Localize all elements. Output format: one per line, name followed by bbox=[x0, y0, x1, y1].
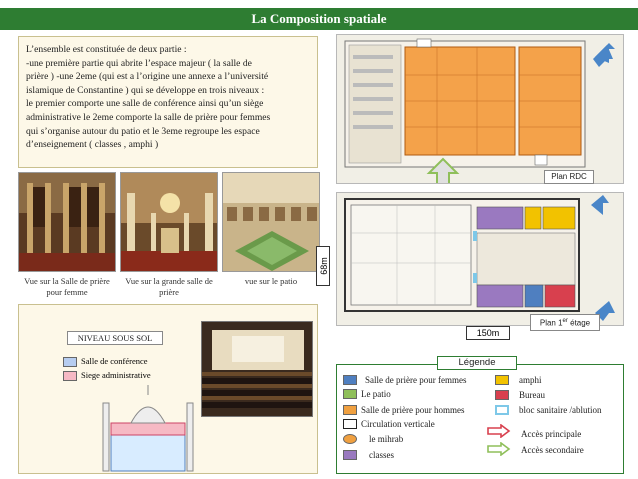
legend-label: amphi bbox=[519, 375, 542, 385]
sous-sol-title: NIVEAU SOUS SOL bbox=[67, 331, 163, 345]
legend-swatch-classes bbox=[343, 450, 357, 460]
photo-caption: Vue sur la Salle de prière pour femme bbox=[24, 276, 110, 297]
plan-rdc bbox=[336, 34, 624, 184]
legend-label: Salle de prière pour femmes bbox=[365, 375, 467, 385]
arrow-secondaire-icon bbox=[487, 442, 511, 456]
legend-label: le mihrab bbox=[369, 434, 404, 444]
photo-patio bbox=[222, 172, 320, 272]
legend-panel bbox=[336, 357, 624, 474]
sous-sol-legend-swatch bbox=[63, 357, 77, 367]
legend-swatch-circulation bbox=[343, 419, 357, 429]
photo-caption: vue sur le patio bbox=[244, 276, 298, 286]
arrow-principale-icon bbox=[487, 424, 511, 438]
plan-etage-label: Plan 1er étage bbox=[530, 314, 600, 331]
legend-label: Salle de prière pour hommes bbox=[361, 405, 465, 415]
intro-line: L’ensemble est constituée de deux partie : bbox=[26, 44, 187, 55]
building-elevation-drawing bbox=[101, 383, 195, 473]
sous-sol-legend-label: Siege administrative bbox=[81, 370, 151, 380]
photo-salle-conference bbox=[201, 321, 313, 417]
legend-swatch-mihrab bbox=[343, 434, 357, 444]
page-title: La Composition spatiale bbox=[0, 8, 638, 30]
photo-caption: Vue sur la grande salle de prière bbox=[125, 276, 213, 297]
intro-line: -une première partie qui abrite l’espace majeur ( la salle de bbox=[26, 57, 252, 69]
sous-sol-legend-swatch bbox=[63, 371, 77, 381]
legend-label: Circulation verticale bbox=[361, 419, 435, 429]
intro-line: qui s’organise autour du patio et le 3eme regroupe les espace bbox=[26, 125, 260, 137]
legend-swatch-bureau bbox=[495, 390, 509, 400]
intro-text-panel bbox=[18, 36, 318, 168]
intro-line: administrative le 2eme comporte la salle de prière pour femmes bbox=[26, 111, 271, 123]
photo-grande-salle bbox=[120, 172, 218, 272]
legend-swatch-sanitaire bbox=[495, 405, 509, 415]
sous-sol-panel bbox=[18, 304, 318, 474]
legend-label: Le patio bbox=[361, 389, 391, 399]
legend-label: Bureau bbox=[519, 390, 545, 400]
legend-label: bloc sanitaire /ablution bbox=[519, 405, 602, 415]
dimension-height-box bbox=[316, 246, 330, 286]
legend-title: Légende bbox=[437, 356, 517, 370]
intro-line: d’enseignement ( classes , amphi ) bbox=[26, 139, 159, 151]
intro-line: le premier comporte une salle de conférence ainsi qu’un siège bbox=[26, 98, 264, 110]
plan-etage bbox=[336, 192, 624, 326]
legend-swatch-hommes bbox=[343, 405, 357, 415]
legend-swatch-amphi bbox=[495, 375, 509, 385]
legend-label: Accès secondaire bbox=[521, 445, 584, 455]
legend-swatch-femmes bbox=[343, 375, 357, 385]
dimension-height: 68m bbox=[319, 257, 329, 275]
intro-line: islamique de Constantine ) qui se développe en trois niveaux : bbox=[26, 84, 265, 96]
legend-label: Accès principale bbox=[521, 429, 582, 439]
photo-salle-femmes bbox=[18, 172, 116, 272]
intro-line: prière ) -une 2eme (qui est a l’origine une annexe a l’université bbox=[26, 71, 269, 83]
legend-swatch-patio bbox=[343, 389, 357, 399]
sous-sol-legend-label: Salle de conférence bbox=[81, 356, 148, 366]
legend-label: classes bbox=[369, 450, 394, 460]
dimension-width: 150m bbox=[466, 326, 510, 340]
plan-rdc-label: Plan RDC bbox=[544, 170, 594, 184]
